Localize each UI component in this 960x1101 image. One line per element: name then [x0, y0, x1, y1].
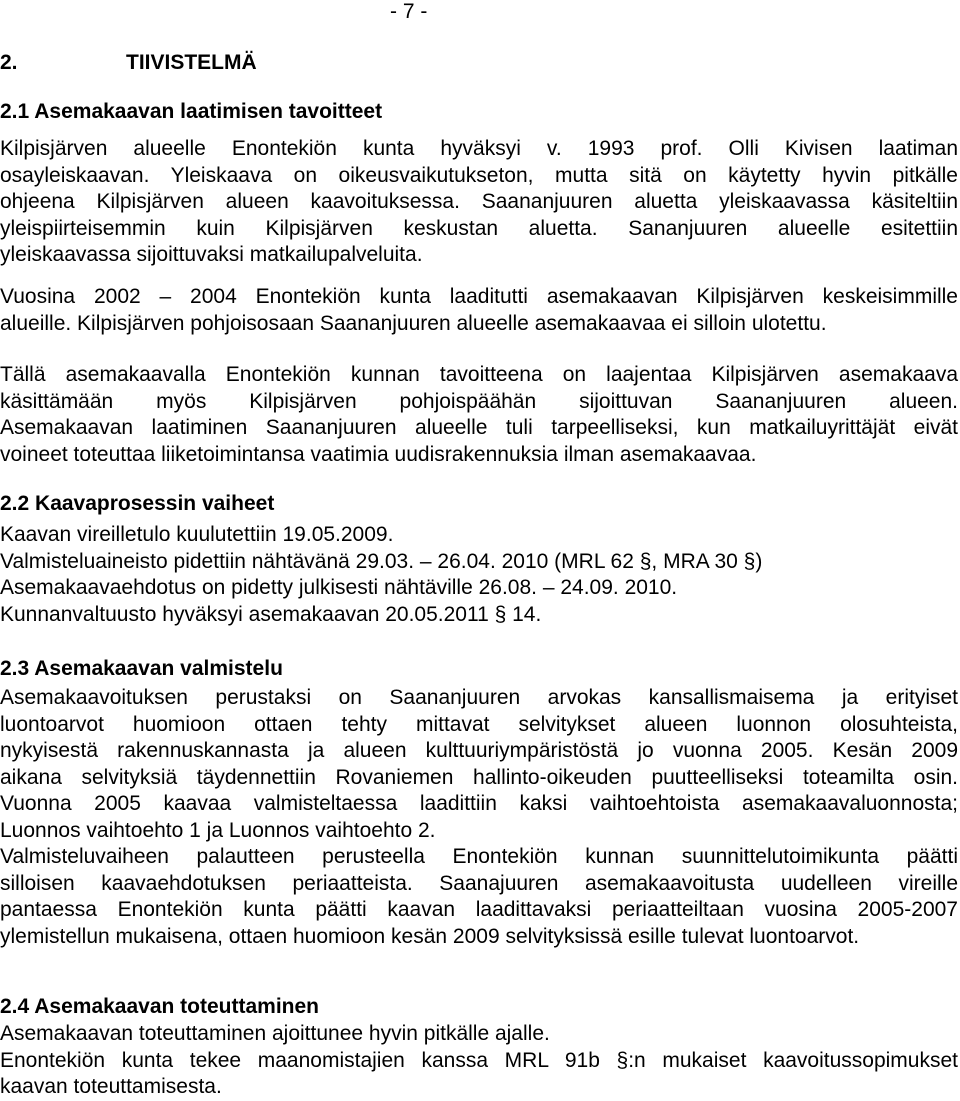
heading-2-1: 2.1 Asemakaavan laatimisen tavoitteet [0, 100, 383, 123]
text-line: nykyisestä rakennuskannasta ja alueen kulttuuriympäristöstä jo vuonna 2005. Kesän 2009 [0, 739, 958, 762]
heading-2-3: 2.3 Asemakaavan valmistelu [0, 657, 283, 680]
text-line: Luonnos vaihtoehto 1 ja Luonnos vaihtoehto 2. [0, 818, 436, 842]
text-line: käsittämään myös Kilpisjärven pohjoispäähän sijoittuvan Saananjuuren alueen. [0, 389, 958, 413]
text-line: Vuonna 2005 kaavaa valmisteltaessa laadittiin kaksi vaihtoehtoista asemakaavaluonnosta; [0, 792, 958, 815]
text-line: Asemakaavoituksen perustaksi on Saananjuuren arvokas kansallismaisema ja erityiset [0, 686, 958, 709]
text-line: Vuosina 2002 – 2004 Enontekiön kunta laaditutti asemakaavan Kilpisjärven keskeisimmille [0, 285, 958, 308]
text-line: Tällä asemakaavalla Enontekiön kunnan tavoitteena on laajentaa Kilpisjärven asemakaava [0, 363, 958, 386]
section-title: TIIVISTELMÄ [126, 51, 257, 74]
text-line: alueille. Kilpisjärven pohjoisosaan Saananjuuren alueelle asemakaavaa ei silloin ulotettu. [0, 311, 827, 335]
paragraph-2-1-c [0, 362, 958, 468]
text-line: ylemistellun mukaisena, ottaen huomioon kesän 2009 selvityksissä esille tulevat luontoarvot. [0, 924, 860, 948]
section-heading-2 [0, 50, 257, 76]
text-line: kaavan toteuttamisesta. [0, 1075, 222, 1098]
text-line: voineet toteuttaa liiketoimintansa vaatimia uudisrakennuksia ilman asemakaavaa. [0, 442, 757, 466]
text-line: aikana selvityksiä täydennettiin Rovaniemen hallinto-oikeuden puutteelliseksi toteamilta osin. [0, 765, 958, 789]
text-line: Asemakaavan laatiminen Saananjuuren alueelle tuli tarpeelliseksi, kun matkailuyrittäjät eivät [0, 416, 958, 439]
text-line: yleispiirteisemmin kuin Kilpisjärven keskustan aluetta. Sananjuuren alueelle esitettiin [0, 216, 958, 240]
text-line: silloisen kaavaehdotuksen periaatteista. Saanajuuren asemakaavoitusta uudelleen vireille [0, 871, 958, 895]
heading-2-4: 2.4 Asemakaavan toteuttaminen [0, 995, 320, 1018]
section-number: 2. [0, 51, 18, 74]
process-step: Kunnanvaltuusto hyväksyi asemakaavan 20.05.2011 § 14. [0, 602, 542, 626]
text-line: Asemakaavan toteuttaminen ajoittunee hyvin pitkälle ajalle. [0, 1022, 550, 1045]
text-line: luontoarvot huomioon ottaen tehty mittavat selvitykset alueen luonnon olosuhteista, [0, 712, 958, 736]
text-line: Enontekiön kunta tekee maanomistajien kanssa MRL 91b §:n mukaiset kaavoitussopimukset [0, 1048, 958, 1072]
process-step: Valmisteluaineisto pidettiin nähtävänä 29.03. – 26.04. 2010 (MRL 62 §, MRA 30 §) [0, 549, 763, 573]
paragraph-2-1-a [0, 136, 958, 269]
text-line: ohjeena Kilpisjärven alueen kaavoituksessa. Saananjuuren aluetta yleiskaavassa käsiteltiin [0, 190, 958, 213]
text-line: Kilpisjärven alueelle Enontekiön kunta hyväksyi v. 1993 prof. Olli Kivisen laatiman [0, 137, 958, 160]
process-step: Kaavan vireilletulo kuulutettiin 19.05.2009. [0, 523, 394, 546]
paragraph-2-3 [0, 685, 958, 950]
text-line: Valmisteluvaiheen palautteen perusteella Enontekiön kunnan suunnittelutoimikunta päätti [0, 845, 958, 868]
paragraph-2-1-b [0, 284, 958, 337]
text-line: pantaessa Enontekiön kunta päätti kaavan laadittavaksi periaatteiltaan vuosina 2005-2007 [0, 898, 958, 921]
heading-2-2: 2.2 Kaavaprosessin vaiheet [0, 492, 275, 515]
paragraph-2-4 [0, 1021, 958, 1101]
process-step: Asemakaavaehdotus on pidetty julkisesti nähtäville 26.08. – 24.09. 2010. [0, 576, 678, 599]
text-line: osayleiskaavan. Yleiskaava on oikeusvaikutukseton, mutta sitä on käytetty hyvin pitkälle [0, 163, 958, 187]
page-number: - 7 - [390, 0, 428, 23]
process-steps [0, 522, 958, 628]
text-line: yleiskaavassa sijoittuvaksi matkailupalveluita. [0, 243, 423, 266]
